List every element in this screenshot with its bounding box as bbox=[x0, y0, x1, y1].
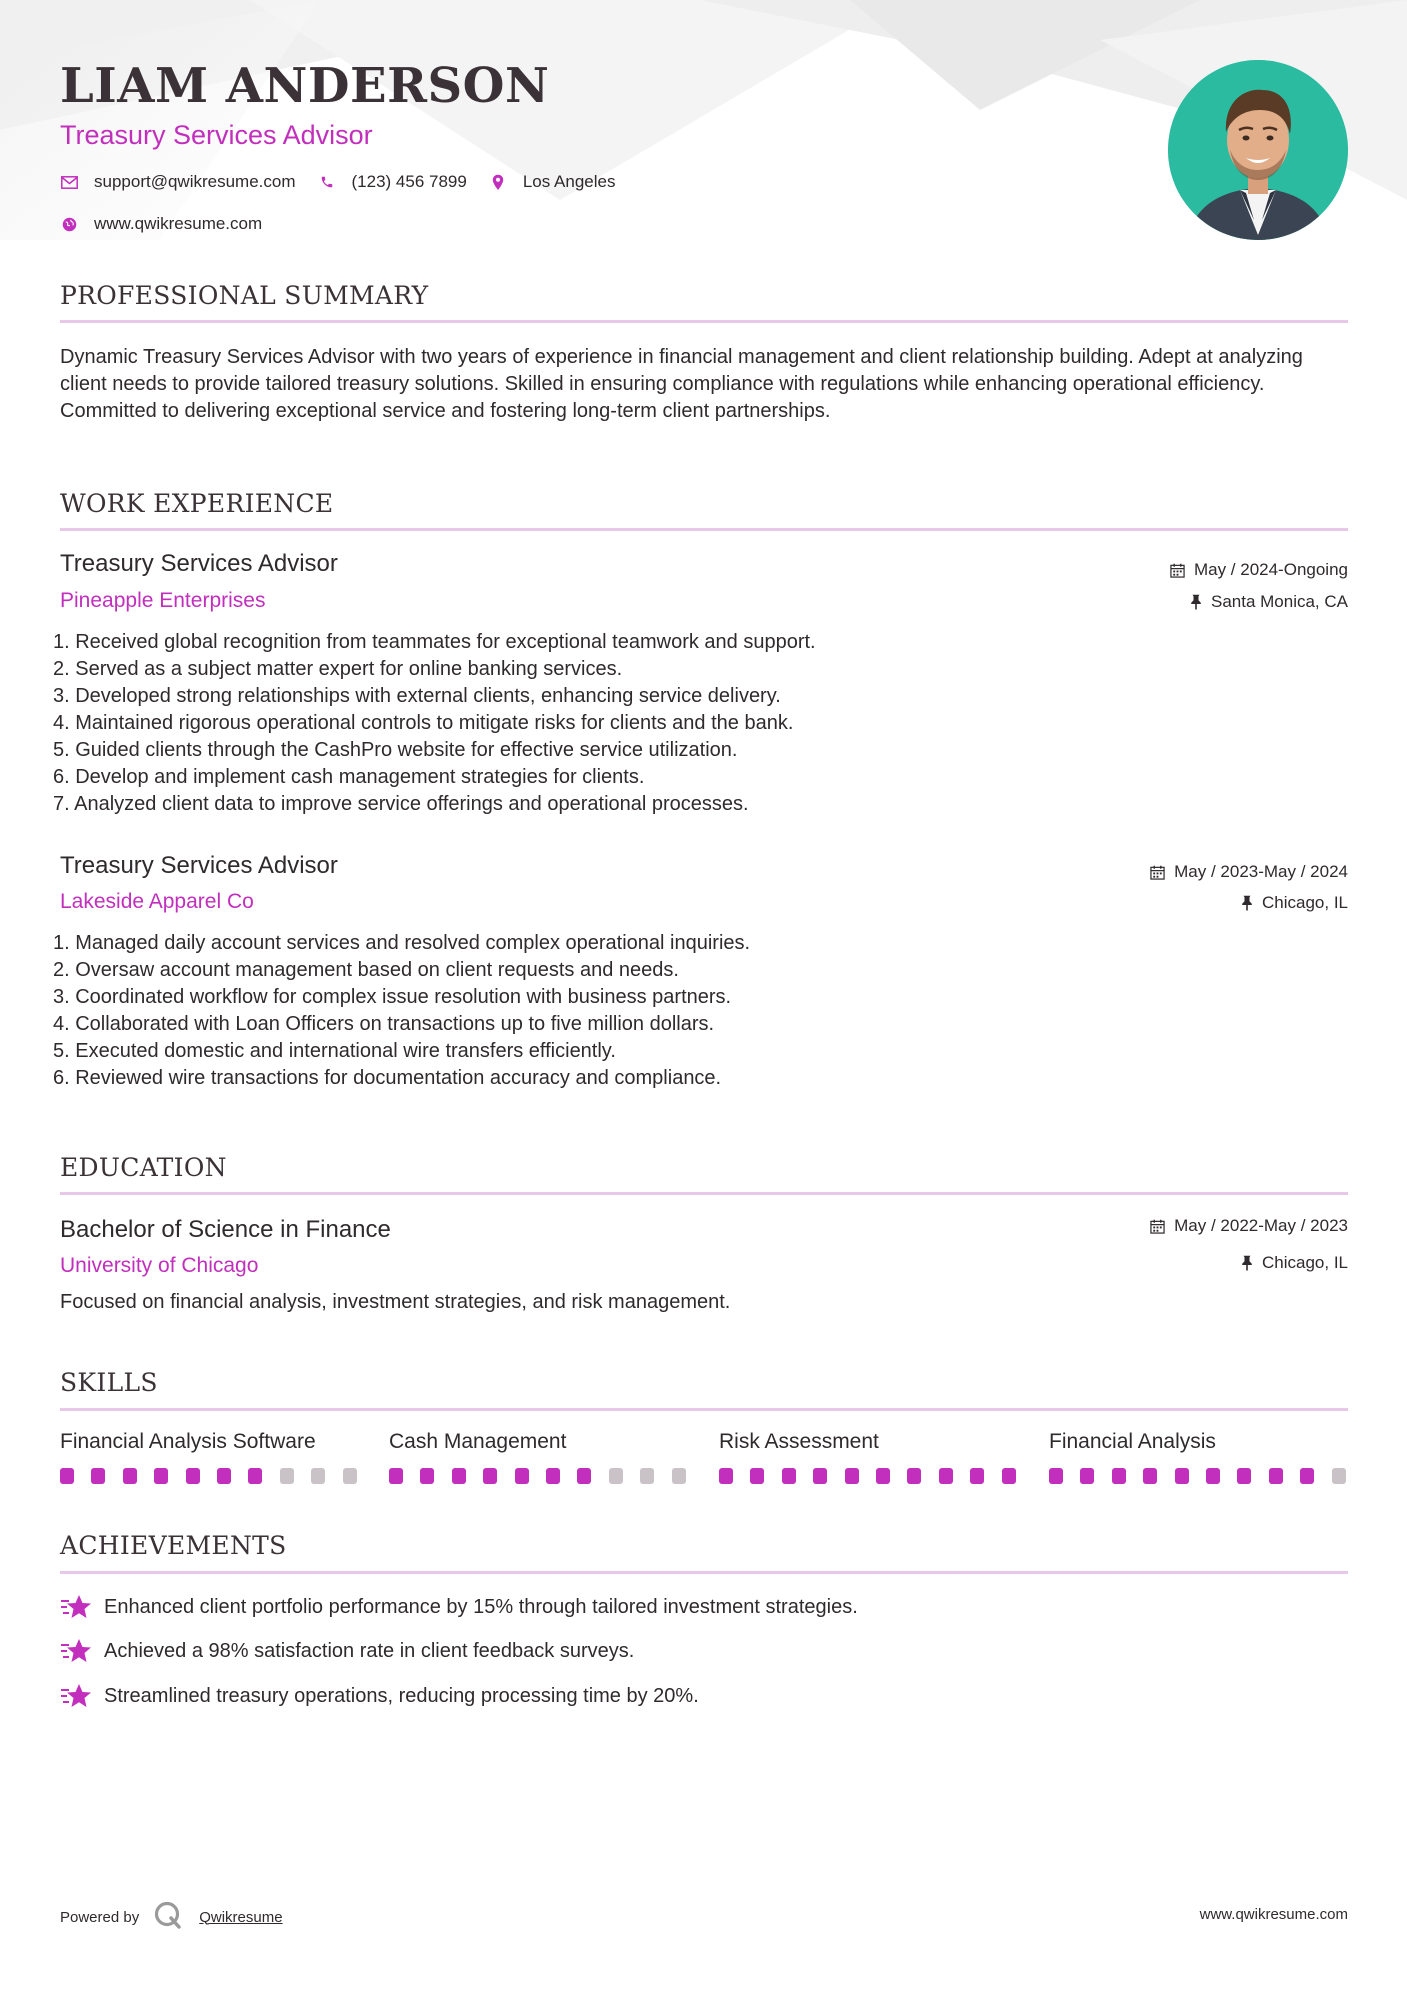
job-responsibilities bbox=[53, 930, 750, 1092]
contact-phone[interactable] bbox=[318, 172, 467, 192]
skill-name: Risk Assessment bbox=[719, 1430, 879, 1453]
map-pin-icon bbox=[489, 173, 507, 191]
job-dates-text: May / 2024-Ongoing bbox=[1193, 560, 1348, 579]
skill-rating bbox=[1049, 1468, 1363, 1484]
job-title: Treasury Services Advisor bbox=[60, 852, 338, 879]
star-badge-icon bbox=[60, 1592, 92, 1622]
skill-dot-empty bbox=[311, 1468, 325, 1484]
calendar-icon bbox=[1150, 1219, 1165, 1234]
globe-icon bbox=[60, 215, 78, 233]
skill-dot-filled bbox=[389, 1468, 403, 1484]
skill-dot-filled bbox=[970, 1468, 984, 1484]
skill-dot-filled bbox=[1049, 1468, 1063, 1484]
skill-dot-filled bbox=[420, 1468, 434, 1484]
skill-name: Financial Analysis bbox=[1049, 1430, 1216, 1453]
education-location bbox=[1241, 1253, 1348, 1273]
section-divider bbox=[60, 320, 1348, 323]
list-item: 4. Collaborated with Loan Officers on transactions up to five million dollars. bbox=[53, 1013, 715, 1035]
experience-heading: WORK EXPERIENCE bbox=[60, 489, 334, 518]
job-location bbox=[1241, 893, 1348, 913]
skill-dot-filled bbox=[515, 1468, 529, 1484]
education-dates-text: May / 2022-May / 2023 bbox=[1174, 1216, 1348, 1235]
email-text: support@qwikresume.com bbox=[94, 172, 296, 191]
list-item: 5. Guided clients through the CashPro website for effective service utilization. bbox=[53, 739, 738, 761]
skill-dot-empty bbox=[672, 1468, 686, 1484]
list-item: 6. Develop and implement cash management strategies for clients. bbox=[53, 766, 645, 788]
job-location bbox=[1190, 592, 1348, 612]
job-company: Lakeside Apparel Co bbox=[60, 890, 254, 913]
powered-by-label: Powered by bbox=[60, 1908, 140, 1926]
job-responsibilities bbox=[53, 629, 816, 818]
skill-dot-filled bbox=[1002, 1468, 1016, 1484]
list-item: 7. Analyzed client data to improve service offerings and operational processes. bbox=[53, 793, 749, 815]
skill-dot-filled bbox=[483, 1468, 497, 1484]
contact-email[interactable] bbox=[60, 172, 296, 192]
avatar bbox=[1168, 60, 1348, 240]
footer-website[interactable]: www.qwikresume.com bbox=[1199, 1906, 1348, 1923]
candidate-title: Treasury Services Advisor bbox=[60, 120, 373, 150]
skill-dot-empty bbox=[343, 1468, 357, 1484]
skill-dot-filled bbox=[546, 1468, 560, 1484]
skill-dot-filled bbox=[577, 1468, 591, 1484]
calendar-icon bbox=[1170, 563, 1185, 578]
degree-title: Bachelor of Science in Finance bbox=[60, 1216, 391, 1243]
skill-dot-filled bbox=[719, 1468, 733, 1484]
skill-dot-filled bbox=[1300, 1468, 1314, 1484]
skill-dot-filled bbox=[907, 1468, 921, 1484]
job-dates bbox=[1150, 862, 1348, 882]
skill-dot-filled bbox=[91, 1468, 105, 1484]
brand-link[interactable]: Qwikresume bbox=[199, 1908, 283, 1926]
list-item: 1. Received global recognition from teammates for exceptional teamwork and support. bbox=[53, 631, 816, 653]
phone-icon bbox=[318, 173, 336, 191]
school-name: University of Chicago bbox=[60, 1254, 259, 1277]
pushpin-icon bbox=[1241, 895, 1253, 911]
list-item: 1. Managed daily account services and resolved complex operational inquiries. bbox=[53, 932, 751, 954]
skill-rating bbox=[719, 1468, 1033, 1484]
summary-heading: PROFESSIONAL SUMMARY bbox=[60, 281, 429, 310]
skill-dot-filled bbox=[1112, 1468, 1126, 1484]
skill-dot-filled bbox=[1143, 1468, 1157, 1484]
list-item: 3. Developed strong relationships with external clients, enhancing service delivery. bbox=[53, 685, 781, 707]
skills-heading: SKILLS bbox=[60, 1368, 158, 1397]
skill-name: Financial Analysis Software bbox=[60, 1430, 316, 1453]
skill-item bbox=[719, 1430, 1019, 1454]
education-dates bbox=[1150, 1216, 1348, 1236]
skill-dot-empty bbox=[609, 1468, 623, 1484]
job-location-text: Santa Monica, CA bbox=[1210, 592, 1348, 611]
skill-name: Cash Management bbox=[389, 1430, 567, 1453]
skill-dot-filled bbox=[248, 1468, 262, 1484]
pushpin-icon bbox=[1190, 594, 1202, 610]
achievement-text: Achieved a 98% satisfaction rate in client feedback surveys. bbox=[104, 1639, 635, 1662]
list-item: 4. Maintained rigorous operational controls to mitigate risks for clients and the bank. bbox=[53, 712, 794, 734]
skill-dot-filled bbox=[1206, 1468, 1220, 1484]
skill-item bbox=[389, 1430, 689, 1454]
achievement-text: Streamlined treasury operations, reducing processing time by 20%. bbox=[104, 1684, 699, 1707]
job-dates-text: May / 2023-May / 2024 bbox=[1174, 862, 1348, 881]
skill-dot-filled bbox=[845, 1468, 859, 1484]
achievements-heading: ACHIEVEMENTS bbox=[60, 1531, 287, 1560]
skill-dot-filled bbox=[813, 1468, 827, 1484]
list-item: 6. Reviewed wire transactions for documentation accuracy and compliance. bbox=[53, 1067, 722, 1089]
skill-dot-empty bbox=[640, 1468, 654, 1484]
job-company: Pineapple Enterprises bbox=[60, 589, 266, 612]
skill-dot-filled bbox=[939, 1468, 953, 1484]
skill-dot-filled bbox=[876, 1468, 890, 1484]
job-dates bbox=[1170, 560, 1348, 580]
star-badge-icon bbox=[60, 1681, 92, 1711]
skill-dot-empty bbox=[1332, 1468, 1346, 1484]
job-title: Treasury Services Advisor bbox=[60, 550, 338, 577]
skill-dot-filled bbox=[1175, 1468, 1189, 1484]
contact-website[interactable] bbox=[60, 214, 262, 234]
list-item: 5. Executed domestic and international wire transfers efficiently. bbox=[53, 1040, 616, 1062]
achievement-text: Enhanced client portfolio performance by 15% through tailored investment strategies. bbox=[104, 1595, 858, 1618]
education-description: Focused on financial analysis, investment strategies, and risk management. bbox=[60, 1291, 731, 1313]
qwikresume-logo-icon bbox=[153, 1900, 183, 1934]
section-divider bbox=[60, 1408, 1348, 1411]
skill-dot-empty bbox=[280, 1468, 294, 1484]
calendar-icon bbox=[1150, 865, 1165, 880]
footer-powered-by bbox=[60, 1900, 283, 1934]
list-item: 2. Oversaw account management based on client requests and needs. bbox=[53, 959, 679, 981]
contact-row-website bbox=[60, 214, 284, 234]
job-location-text: Chicago, IL bbox=[1262, 893, 1348, 912]
skill-rating bbox=[60, 1468, 374, 1484]
section-divider bbox=[60, 1571, 1348, 1574]
skill-dot-filled bbox=[452, 1468, 466, 1484]
skill-dot-filled bbox=[123, 1468, 137, 1484]
skill-dot-filled bbox=[60, 1468, 74, 1484]
achievement-item bbox=[60, 1636, 634, 1666]
education-heading: EDUCATION bbox=[60, 1153, 227, 1182]
section-divider bbox=[60, 528, 1348, 531]
achievement-item bbox=[60, 1592, 858, 1622]
contact-row bbox=[60, 172, 637, 192]
skill-dot-filled bbox=[1269, 1468, 1283, 1484]
pushpin-icon bbox=[1241, 1255, 1253, 1271]
skill-dot-filled bbox=[1237, 1468, 1251, 1484]
section-divider bbox=[60, 1192, 1348, 1195]
envelope-icon bbox=[60, 173, 78, 191]
skill-dot-filled bbox=[750, 1468, 764, 1484]
education-location-text: Chicago, IL bbox=[1262, 1253, 1348, 1272]
location-text: Los Angeles bbox=[522, 172, 616, 191]
skill-dot-filled bbox=[186, 1468, 200, 1484]
list-item: 2. Served as a subject matter expert for online banking services. bbox=[53, 658, 623, 680]
star-badge-icon bbox=[60, 1636, 92, 1666]
skill-dot-filled bbox=[154, 1468, 168, 1484]
skill-item bbox=[60, 1430, 360, 1454]
profile-photo bbox=[1168, 60, 1348, 240]
candidate-name: LIAM ANDERSON bbox=[60, 58, 550, 114]
website-text: www.qwikresume.com bbox=[94, 214, 263, 233]
list-item: 3. Coordinated workflow for complex issue resolution with business partners. bbox=[53, 986, 732, 1008]
skill-dot-filled bbox=[782, 1468, 796, 1484]
contact-location bbox=[489, 172, 616, 192]
achievement-item bbox=[60, 1681, 699, 1711]
skill-item bbox=[1049, 1430, 1349, 1454]
summary-text: Dynamic Treasury Services Advisor with two years of experience in financial management and client relationship building. Adept at analyzing client needs to provide tailored treasury solutions. Skilled in ensuring compliance with regulations while enhancing operational efficiency. Committed to delivering exceptional service and fostering long-term client partnerships. bbox=[60, 346, 1303, 422]
skill-dot-filled bbox=[1080, 1468, 1094, 1484]
phone-text: (123) 456 7899 bbox=[351, 172, 467, 191]
skill-dot-filled bbox=[217, 1468, 231, 1484]
skill-rating bbox=[389, 1468, 703, 1484]
